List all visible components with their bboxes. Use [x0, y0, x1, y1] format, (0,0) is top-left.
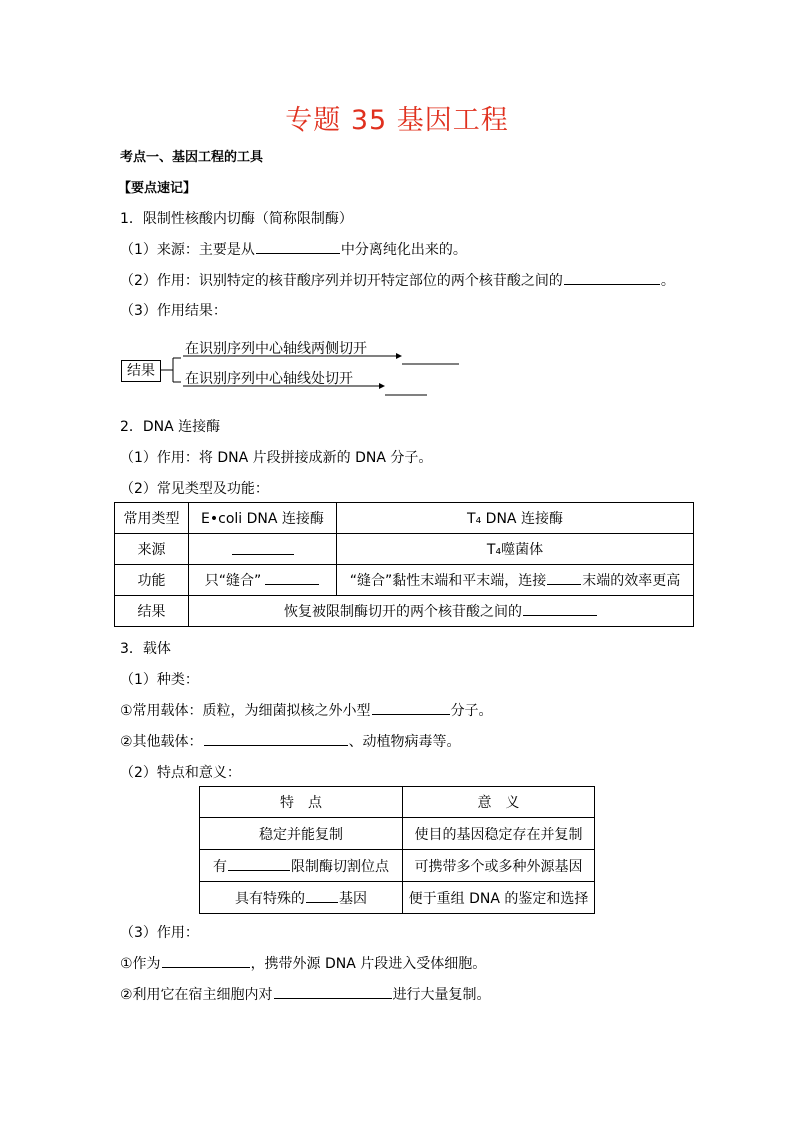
table-header-cell: 特 点	[200, 787, 403, 818]
ligase-heading: 2．DNA 连接酶	[120, 419, 221, 435]
table-cell: T₄噬菌体	[337, 534, 694, 565]
table-cell: 可携带多个或多种外源基因	[403, 850, 595, 882]
table-row	[200, 882, 595, 914]
vector-types-label: （1）种类：	[120, 672, 199, 688]
result-box: 结果	[121, 360, 161, 382]
table-cell: 结果	[115, 596, 189, 627]
page-title: 专题 35 基因工程	[285, 105, 509, 136]
table-header-cell: E•coli DNA 连接酶	[189, 503, 337, 534]
ligase-table	[114, 502, 694, 627]
vector-role-label: （3）作用：	[120, 925, 199, 941]
cut-result-diagram	[121, 338, 466, 400]
table-cell	[200, 850, 403, 882]
table-cell: 来源	[115, 534, 189, 565]
table-row	[115, 596, 694, 627]
result-line: （3）作用结果：	[120, 303, 227, 319]
features-label: （2）特点和意义：	[120, 765, 241, 781]
line-text: ②其他载体：	[120, 734, 203, 750]
other-vector-line	[120, 731, 461, 751]
line-text: 、动植物病毒等。	[348, 734, 461, 750]
table-row	[200, 818, 595, 850]
answer-blank[interactable]	[274, 984, 392, 999]
table-cell	[189, 565, 337, 596]
key-points-label: 【要点速记】	[118, 181, 197, 196]
function-line	[120, 270, 675, 290]
role-line-2	[120, 984, 491, 1004]
cell-text: 有	[213, 858, 227, 875]
vector-heading: 3．载体	[120, 641, 171, 657]
source-text-a: （1）来源：主要是从	[120, 242, 255, 258]
table-row	[115, 503, 694, 534]
cell-text: “缝合”黏性末端和平末端，连接	[349, 573, 547, 589]
common-vector-line	[120, 700, 493, 720]
ligase-types-label: （2）常见类型及功能：	[120, 481, 269, 497]
answer-blank[interactable]	[256, 239, 340, 254]
table-cell	[337, 565, 694, 596]
vector-features-table	[199, 786, 595, 914]
answer-blank[interactable]	[228, 856, 290, 871]
role-line-1	[120, 953, 486, 973]
cell-text: 恢复被限制酶切开的两个核苷酸之间的	[284, 604, 522, 620]
answer-blank[interactable]	[265, 570, 319, 585]
line-text: ②利用它在宿主细胞内对	[120, 987, 273, 1003]
cell-text: 基因	[339, 890, 367, 907]
table-cell	[200, 882, 403, 914]
cell-text: 限制酶切割位点	[291, 858, 389, 875]
line-text: ，携带外源 DNA 片段进入受体细胞。	[250, 956, 487, 972]
table-cell: 稳定并能复制	[200, 818, 403, 850]
table-cell	[189, 534, 337, 565]
table-row	[115, 534, 694, 565]
table-header-cell: T₄ DNA 连接酶	[337, 503, 694, 534]
restriction-enzyme-heading: 1．限制性核酸内切酶（简称限制酶）	[120, 211, 353, 227]
line-text: ①作为	[120, 956, 161, 972]
table-row	[115, 565, 694, 596]
cell-text: 具有特殊的	[235, 890, 305, 907]
answer-blank[interactable]	[204, 731, 348, 746]
answer-blank[interactable]	[232, 540, 294, 555]
answer-blank[interactable]	[372, 700, 450, 715]
answer-blank[interactable]	[306, 888, 338, 903]
lower-branch-label: 在识别序列中心轴线处切开	[185, 371, 353, 387]
function-text-a: （2）作用：识别特定的核苷酸序列并切开特定部位的两个核苷酸之间的	[120, 273, 563, 289]
answer-blank[interactable]	[523, 601, 597, 616]
answer-blank[interactable]	[564, 270, 660, 285]
source-text-b: 中分离纯化出来的。	[340, 242, 467, 258]
line-text: 进行大量复制。	[392, 987, 491, 1003]
table-header-cell: 常用类型	[115, 503, 189, 534]
line-text: ①常用载体：质粒，为细菌拟核之外小型	[120, 703, 371, 719]
answer-blank[interactable]	[547, 570, 581, 585]
table-cell: 便于重组 DNA 的鉴定和选择	[403, 882, 595, 914]
cell-text: 末端的效率更高	[582, 573, 681, 589]
table-cell: 使目的基因稳定存在并复制	[403, 818, 595, 850]
function-text-b: 。	[660, 273, 675, 289]
cell-text: 只“缝合”	[204, 573, 262, 589]
table-cell: 功能	[115, 565, 189, 596]
table-header-cell: 意 义	[403, 787, 595, 818]
section-heading: 考点一、基因工程的工具	[120, 150, 264, 165]
line-text: 分子。	[450, 703, 493, 719]
table-row	[200, 850, 595, 882]
upper-branch-label: 在识别序列中心轴线两侧切开	[185, 341, 367, 357]
table-row	[200, 787, 595, 818]
ligase-function: （1）作用：将 DNA 片段拼接成新的 DNA 分子。	[120, 450, 433, 466]
answer-blank[interactable]	[162, 953, 250, 968]
table-cell	[189, 596, 694, 627]
source-line	[120, 239, 467, 259]
